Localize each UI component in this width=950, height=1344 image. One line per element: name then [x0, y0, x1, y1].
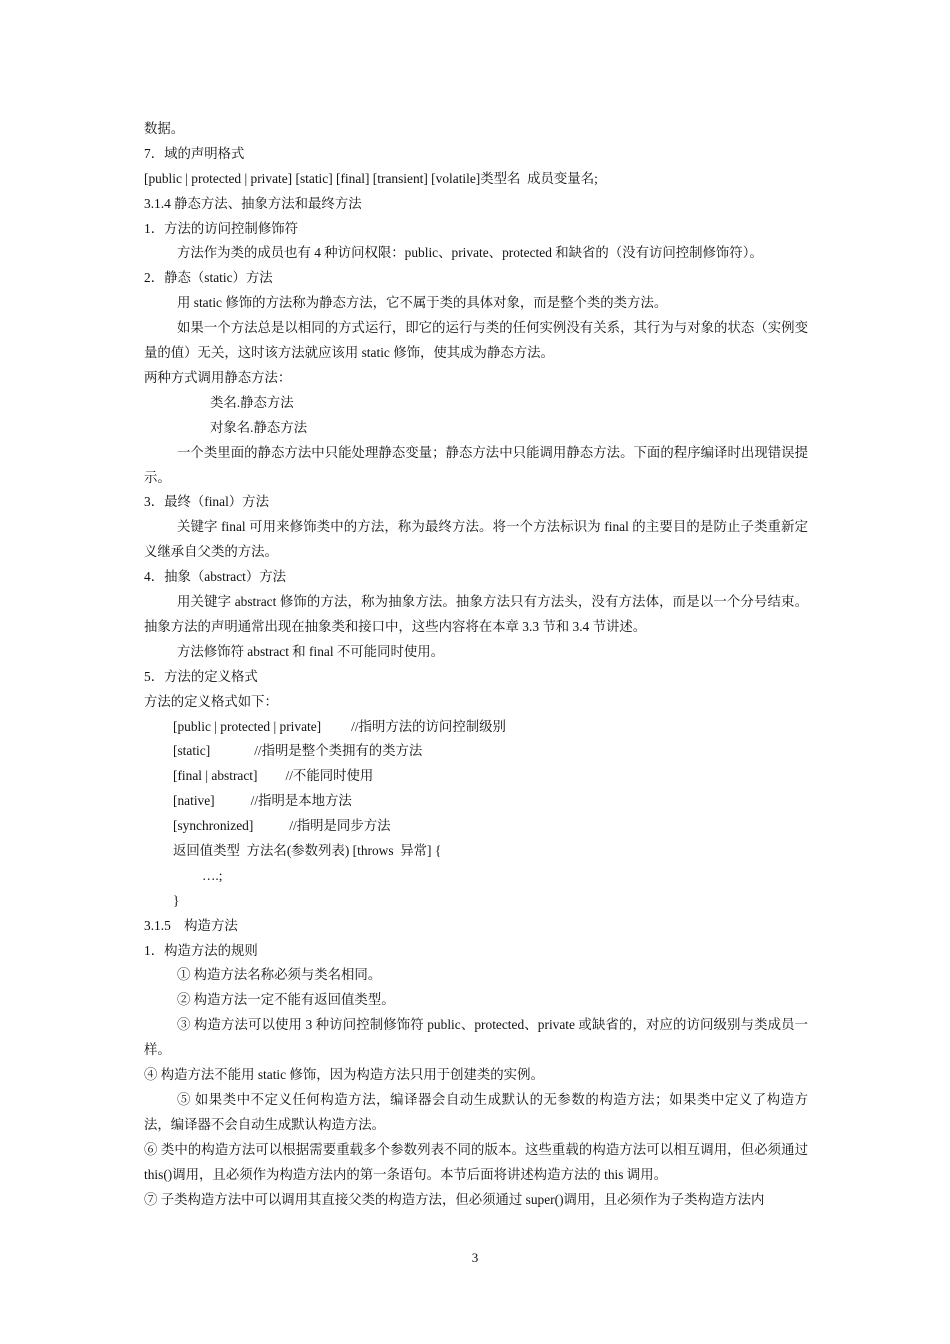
method-format-code: [public | protected | private]	[173, 718, 322, 734]
constructor-rule-4: ④ 构造方法不能用 static 修饰，因为构造方法只用于创建类的实例。	[144, 1067, 544, 1082]
heading-method-format: 5．方法的定义格式	[144, 668, 258, 684]
static-call-class-name: 类名.静态方法	[210, 394, 294, 410]
method-body: ….;	[202, 867, 223, 883]
method-format-row	[144, 739, 808, 764]
constructor-rule-2: ② 构造方法一定不能有返回值类型。	[177, 992, 395, 1008]
heading-field-declaration: 7．域的声明格式	[144, 145, 245, 161]
method-format-code: [synchronized]	[173, 818, 254, 834]
paragraph-static-definition: 用 static 修饰的方法称为静态方法，它不属于类的具体对象，而是整个类的类方法。	[177, 295, 668, 311]
method-format-comment: //指明是本地方法	[250, 793, 352, 809]
heading-abstract-method: 4．抽象（abstract）方法	[144, 569, 287, 585]
constructor-rule-3: ③ 构造方法可以使用 3 种访问控制修饰符 public、protected、private 或缺省的，对应的访问级别与类成员一样。	[144, 1017, 808, 1058]
paragraph-abstract-method: 用关键字 abstract 修饰的方法，称为抽象方法。抽象方法只有方法头，没有方法体，而是以一个分号结束。抽象方法的声明通常出现在抽象类和接口中，这些内容将在本章 3.3 节和 3.4 节讲述。	[144, 594, 808, 634]
paragraph-static-restrictions: 一个类里面的静态方法中只能处理静态变量；静态方法中只能调用静态方法。下面的程序编译时出现错误提示。	[144, 444, 808, 485]
page-content	[144, 117, 808, 1212]
constructor-rule-1: ① 构造方法名称必须与类名相同。	[177, 967, 382, 983]
paragraph-abstract-final-conflict: 方法修饰符 abstract 和 final 不可能同时使用。	[177, 643, 445, 659]
method-format-code: [final | abstract]	[173, 768, 258, 784]
page-number: 3	[471, 1250, 479, 1265]
method-format-code: [native]	[173, 793, 215, 809]
text-static-call-ways: 两种方式调用静态方法：	[144, 369, 292, 385]
method-format-row	[144, 789, 808, 814]
static-call-object-name: 对象名.静态方法	[210, 419, 308, 435]
heading-static-method: 2．静态（static）方法	[144, 270, 273, 286]
constructor-rule-6: ⑥ 类中的构造方法可以根据需要重载多个参数列表不同的版本。这些重载的构造方法可以相互调用，但必须通过 this()调用，且必须作为构造方法内的第一条语句。本节后面将讲述构造方法的 this 调用。	[144, 1141, 808, 1182]
method-signature: 返回值类型 方法名(参数列表) [throws 异常] {	[173, 842, 442, 858]
section-heading-3-1-4: 3.1.4 静态方法、抽象方法和最终方法	[144, 195, 362, 211]
method-close-brace: }	[173, 892, 180, 908]
method-format-comment: //指明是同步方法	[289, 818, 391, 834]
method-format-comment: //不能同时使用	[285, 768, 374, 784]
text-method-format-intro: 方法的定义格式如下：	[144, 693, 278, 709]
heading-final-method: 3．最终（final）方法	[144, 494, 269, 510]
field-declaration-syntax: [public | protected | private] [static] [final] [transient] [volatile]类型名 成员变量名;	[144, 170, 598, 186]
method-format-code: [static]	[173, 743, 211, 759]
text-line: 数据。	[144, 121, 185, 136]
constructor-rule-7: ⑦ 子类构造方法中可以调用其直接父类的构造方法，但必须通过 super()调用，且必须作为子类构造方法内	[144, 1191, 765, 1207]
method-format-row	[144, 715, 808, 740]
paragraph-final-method: 关键字 final 可用来修饰类中的方法，称为最终方法。将一个方法标识为 final 的主要目的是防止子类重新定义继承自父类的方法。	[144, 519, 808, 560]
method-format-row	[144, 764, 808, 789]
section-heading-3-1-5: 3.1.5 构造方法	[144, 917, 238, 933]
constructor-rule-5: ⑤ 如果类中不定义任何构造方法，编译器会自动生成默认的无参数的构造方法；如果类中定义了构造方法，编译器不会自动生成默认构造方法。	[144, 1091, 808, 1132]
heading-constructor-rules: 1．构造方法的规则	[144, 942, 258, 958]
method-format-comment: //指明是整个类拥有的类方法	[254, 743, 423, 759]
method-format-comment: //指明方法的访问控制级别	[351, 718, 506, 734]
heading-access-modifiers: 1．方法的访问控制修饰符	[144, 220, 298, 236]
paragraph-static-usage: 如果一个方法总是以相同的方式运行，即它的运行与类的任何实例没有关系，其行为与对象的状态（实例变量的值）无关，这时该方法就应该用 static 修饰，使其成为静态方法。	[144, 320, 808, 361]
method-format-row	[144, 814, 808, 839]
paragraph-access-modifiers: 方法作为类的成员也有 4 种访问权限：public、private、protected 和缺省的（没有访问控制修饰符）。	[177, 245, 763, 261]
